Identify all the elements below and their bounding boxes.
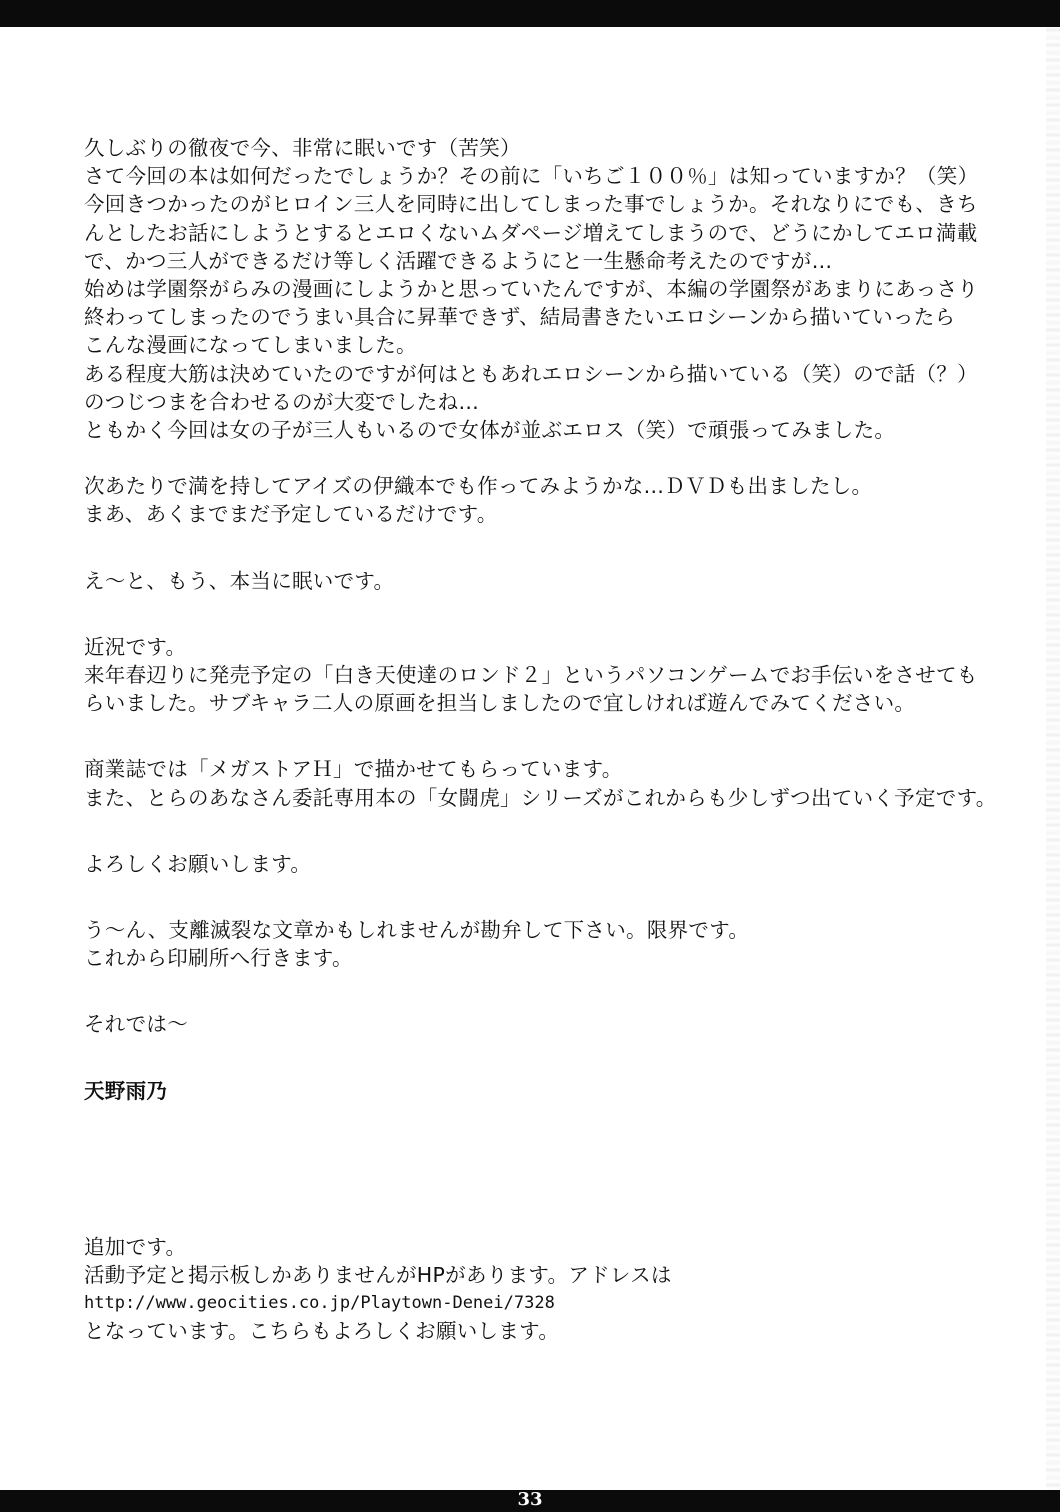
afterword-text [84,134,1000,1345]
paragraph-gap [84,1039,1000,1077]
paragraph-gap [84,595,1000,633]
text-line: らいました。サブキャラ二人の原画を担当しましたので宜しければ遊んでみてください。 [84,691,916,716]
text-line: んとしたお話にしようとするとエロくないムダページ増えてしまうので、どうにかしてエロ満載 [84,220,978,245]
paragraph-gap [84,1105,1000,1233]
paragraph-gap [84,717,1000,755]
text-line: のつじつまを合わせるのが大変でしたね… [84,389,480,414]
text-line: となっています。こちらもよろしくお願いします。 [84,1319,560,1344]
page-edge-texture [1046,27,1060,1490]
text-line: 商業誌では「メガストアＨ」で描かせてもらっています。 [84,757,623,782]
text-line: まあ、あくまでまだ予定しているだけです。 [84,502,498,527]
text-line: 追加です。 [84,1234,187,1259]
text-line: 近況です。 [84,634,187,659]
text-line: よろしくお願いします。 [84,851,312,876]
text-line: また、とらのあなさん委託専用本の「女闘虎」シリーズがこれからも少しずつ出ていく予定です。 [84,785,997,810]
text-line: で、かつ三人ができるだけ等しく活躍できるようにと一生懸命考えたのですが… [84,248,833,273]
homepage-url: http://www.geocities.co.jp/Playtown-Denei/7328 [84,1293,555,1314]
text-line: これから印刷所へ行きます。 [84,946,353,971]
text-line: 活動予定と掲示板しかありませんがHPがあります。アドレスは [84,1262,672,1287]
text-line: 終わってしまったのでうまい具合に昇華できず、結局書きたいエロシーンから描いていったら [84,305,956,330]
text-line: こんな漫画になってしまいました。 [84,333,417,358]
text-line: 今回きつかったのがヒロイン三人を同時に出してしまった事でしょうか。それなりにでも、きち [84,192,978,217]
text-line: ある程度大筋は決めていたのですが何はともあれエロシーンから描いている（笑）ので話（？） [84,361,978,386]
top-border [0,0,1060,27]
text-line: 次あたりで満を持してアイズの伊織本でも作ってみようかな…ＤＶＤも出ましたし。 [84,474,873,499]
text-line: え〜と、もう、本当に眠いです。 [84,568,395,593]
text-line: 始めは学園祭がらみの漫画にしようかと思っていたんですが、本編の学園祭があまりにあっさり [84,276,979,301]
text-line: それでは〜 [84,1012,188,1037]
paragraph-gap [84,812,1000,850]
text-line: 久しぶりの徹夜で今、非常に眠いです（苦笑） [84,136,521,160]
paragraph-gap [84,444,1000,472]
paragraph-gap [84,878,1000,916]
paragraph-gap [84,529,1000,567]
text-line: さて今回の本は如何だったでしょうか？その前に「いちご１００％」は知っていますか？（笑） [84,164,979,189]
text-line: う〜ん、支離滅裂な文章かもしれませんが勘弁して下さい。限界です。 [84,917,750,942]
text-line: 来年春辺りに発売予定の「白き天使達のロンド２」というパソコンゲームでお手伝いをさせても [84,663,978,687]
paragraph-gap [84,972,1000,1010]
author-signature: 天野雨乃 [84,1078,168,1103]
text-line: ともかく今回は女の子が三人もいるので女体が並ぶエロス（笑）で頑張ってみました。 [84,417,896,442]
page-number: 33 [517,1489,543,1510]
